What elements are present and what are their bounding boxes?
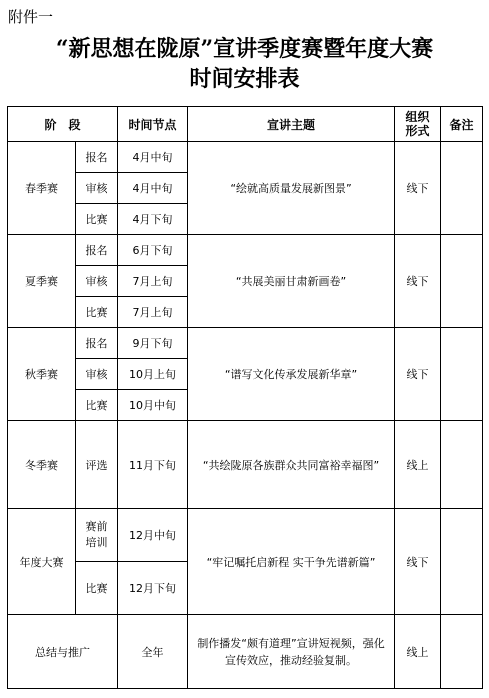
table-row	[8, 615, 483, 689]
theme-cell: “谱写文化传承发展新华章”	[188, 328, 395, 421]
stage-name: 冬季赛	[8, 421, 76, 509]
page-title: “新思想在陇原”宣讲季度赛暨年度大赛	[55, 36, 434, 62]
time-cell: 4月下旬	[118, 204, 188, 235]
table-row	[8, 328, 483, 359]
note-cell	[441, 509, 483, 615]
form-cell: 线下	[395, 509, 441, 615]
form-cell: 线下	[395, 328, 441, 421]
header-stage: 阶 段	[8, 107, 118, 142]
form-cell: 线下	[395, 235, 441, 328]
time-cell: 6月下旬	[118, 235, 188, 266]
note-cell	[441, 142, 483, 235]
step-cell: 审核	[76, 359, 118, 390]
step-cell: 审核	[76, 266, 118, 297]
step-cell: 报名	[76, 235, 118, 266]
time-cell: 12月中旬	[118, 509, 188, 562]
header-row	[8, 107, 483, 142]
time-cell: 9月下旬	[118, 328, 188, 359]
step-cell: 评选	[76, 421, 118, 509]
table-row	[8, 509, 483, 562]
time-cell: 10月上旬	[118, 359, 188, 390]
step-cell: 赛前 培训	[76, 509, 118, 562]
step-cell: 报名	[76, 142, 118, 173]
table-row	[8, 235, 483, 266]
page-subtitle: 时间安排表	[189, 66, 300, 92]
step-cell: 报名	[76, 328, 118, 359]
header-form: 组织 形式	[395, 107, 441, 142]
stage-name: 春季赛	[8, 142, 76, 235]
form-cell: 线下	[395, 142, 441, 235]
header-time: 时间节点	[118, 107, 188, 142]
table-row	[8, 421, 483, 509]
theme-cell: 制作播发“颇有道理”宣讲短视频，强化宣传效应，推动经验复制。	[188, 615, 395, 689]
stage-name: 总结与推广	[8, 615, 118, 689]
note-cell	[441, 328, 483, 421]
note-cell	[441, 615, 483, 689]
schedule-table	[7, 106, 483, 689]
time-cell: 4月中旬	[118, 173, 188, 204]
time-cell: 11月下旬	[118, 421, 188, 509]
theme-cell: “绘就高质量发展新图景”	[188, 142, 395, 235]
step-cell: 比赛	[76, 390, 118, 421]
step-cell: 比赛	[76, 562, 118, 615]
time-cell: 12月下旬	[118, 562, 188, 615]
header-note: 备注	[441, 107, 483, 142]
note-cell	[441, 235, 483, 328]
table-row	[8, 142, 483, 173]
stage-name: 秋季赛	[8, 328, 76, 421]
theme-cell: “牢记嘱托启新程 实干争先谱新篇”	[188, 509, 395, 615]
step-cell: 比赛	[76, 297, 118, 328]
form-cell: 线上	[395, 615, 441, 689]
time-cell: 7月上旬	[118, 297, 188, 328]
stage-name: 夏季赛	[8, 235, 76, 328]
note-cell	[441, 421, 483, 509]
time-cell: 7月上旬	[118, 266, 188, 297]
time-cell: 10月中旬	[118, 390, 188, 421]
time-cell: 全年	[118, 615, 188, 689]
attachment-label: 附件一	[8, 8, 54, 26]
header-theme: 宣讲主题	[188, 107, 395, 142]
form-cell: 线上	[395, 421, 441, 509]
stage-name: 年度大赛	[8, 509, 76, 615]
theme-cell: “共展美丽甘肃新画卷”	[188, 235, 395, 328]
step-cell: 审核	[76, 173, 118, 204]
time-cell: 4月中旬	[118, 142, 188, 173]
theme-cell: “共绘陇原各族群众共同富裕幸福图”	[188, 421, 395, 509]
step-cell: 比赛	[76, 204, 118, 235]
